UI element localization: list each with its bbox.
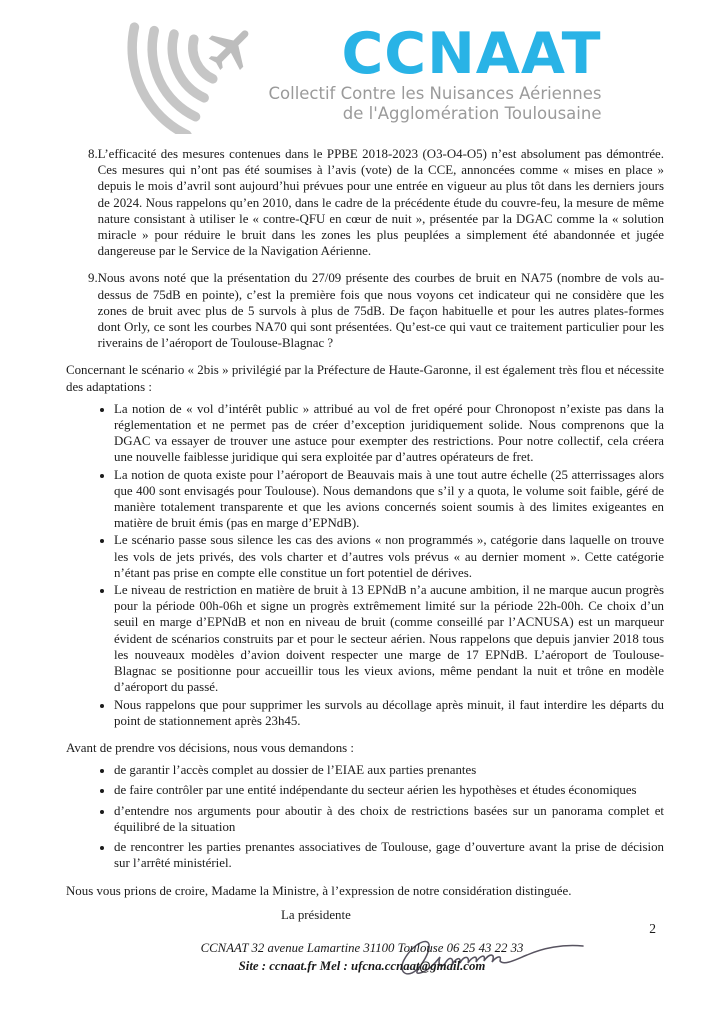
scenario-paragraph: Concernant le scénario « 2bis » privilégié par la Préfecture de Haute-Garonne, il est également très flou et nécessite des adaptations :: [66, 363, 664, 394]
logo-subtitle-line1: Collectif Contre les Nuisances Aériennes: [268, 84, 602, 103]
logo-subtitle: [269, 84, 602, 124]
scenario-bullet-list: [94, 401, 664, 729]
item-text: L’efficacité des mesures contenues dans le PPBE 2018-2023 (O3-O4-O5) n’est absolument pas démontrée. Ces mesures qui n’ont pas été soumises à l’avis (vote) de la CCE, annoncées comme « mises en place » depuis le mois d’avril sont aujourd’hui prévues pour une entrée en vigueur au plus tôt dans les derniers jours de 2024. Nous rappelons qu’en 2010, dans le cadre de la précédente étude du couvre-feu, la mesure de même nature consistant à utiliser le « contre-QFU en cœur de nuit », présentée par la DGAC comme la « solution miracle » pour réduire le bruit dans les zones les plus peuplées a simplement été abandonnée et jugée dangereuse par le Service de la Navigation Aérienne.: [97, 147, 664, 259]
airplane-sound-waves-icon: [123, 22, 263, 134]
decisions-bullet-list: [94, 762, 664, 871]
list-item: • Nous rappelons que pour supprimer les survols au décollage après minuit, il faut interdire les départs du point de stationnement après 23h45.: [114, 697, 664, 729]
logo-subtitle-line2: de l'Agglomération Toulousaine: [342, 104, 602, 123]
closing-paragraph: Nous vous prions de croire, Madame la Ministre, à l’expression de notre considération distinguée.: [66, 884, 572, 899]
list-item: • La notion de « vol d’intérêt public » attribué au vol de fret opéré pour Chronopost n’existe pas dans la réglementation et ne permet pas de créer d’exception juridiquement solide. Nous comprenons que la DGAC va essayer de trouver une astuce pour exempter des restrictions. Pour notre collectif, cela créera une nouvelle faiblesse juridique qui sera exploitée par d’autres opérateurs de fret.: [114, 401, 664, 466]
item-number: 9.: [88, 271, 98, 286]
item-text: Nous avons noté que la présentation du 27/09 présente des courbes de bruit en NA75 (nombre de vols au-dessus de 75dB en pointe), c’est la première fois que nous voyons cet indicateur qui ne considère que les zones de bruit avec plus de 5 survols à plus de 75dB. De façon habituelle et pour les autres plates-formes dont Orly, ce sont les courbes NA70 qui sont présentées. Qu’est-ce qui vaut ce traitement particulier pour les riverains de l’aéroport de Toulouse-Blagnac ?: [97, 271, 664, 351]
list-item: • Le scénario passe sous silence les cas des avions « non programmés », catégorie dans laquelle on trouve les vols de jets privés, des vols charter et d’autres vols prévus « au dernier moment ». Cette catégorie n’étant pas prise en compte elle constitue un fort potentiel de dérives.: [114, 532, 664, 581]
item-number: 8.: [88, 147, 98, 161]
list-item: • Le niveau de restriction en matière de bruit à 13 EPNdB n’a aucune ambition, il ne marque aucun progrès pour la période 00h-06h et signe un progrès extrêmement limité sur la période 22h-00h. Ce choix d’un seuil en marge d’EPNdB et non en niveau de bruit (comme conseillé par l’ACNUSA) est un marqueur évident de scénarios construits par et pour le secteur aérien. Nous rappelons que depuis janvier 2018 tous les nouveaux modèles d’avion doivent respecter une marge de 17 EPNdB. L’aéroport de Toulouse-Blagnac se positionne pour accueillir tous les vieux avions, même pendant la nuit et trône en modèle d’aéroport du passé.: [114, 582, 664, 695]
list-item: • de rencontrer les parties prenantes associatives de Toulouse, gage d’ouverture avant la prise de décision sur l’arrêté ministériel.: [114, 839, 664, 871]
list-item: • de faire contrôler par une entité indépendante du secteur aérien les hypothèses et études économiques: [114, 782, 664, 798]
numbered-item-8: [66, 146, 664, 259]
footer: [0, 940, 724, 975]
logo: [0, 0, 724, 134]
letter-body: [66, 146, 664, 987]
footer-contact: Site : ccnaat.fr Mel : ufcna.ccnaat@gmail.com: [238, 958, 486, 973]
list-item: • La notion de quota existe pour l’aéroport de Beauvais mais à une tout autre échelle (25 atterrissages alors que 400 sont envisagés pour Toulouse). Nous demandons que s’il y a quota, le volume soit faible, géré de manière totalement transparente et que les avions concernés soient soumis à des limites exigeantes en matière de bruit émis (pas en marge d’EPNdB).: [114, 467, 664, 532]
page-number: 2: [649, 921, 656, 936]
footer-address: CCNAAT 32 avenue Lamartine 31100 Toulouse 06 25 43 22 33: [200, 941, 524, 955]
signature-title: La présidente: [281, 907, 351, 922]
list-item: • de garantir l’accès complet au dossier de l’EIAE aux parties prenantes: [114, 762, 664, 778]
numbered-item-9: [66, 270, 664, 351]
list-item: • d’entendre nos arguments pour aboutir à des choix de restrictions basées sur un panorama complet et équilibré de la situation: [114, 803, 664, 835]
logo-text: [269, 22, 602, 124]
decisions-intro: Avant de prendre vos décisions, nous vous demandons :: [66, 740, 354, 755]
logo-acronym: CCNAAT: [341, 21, 602, 87]
